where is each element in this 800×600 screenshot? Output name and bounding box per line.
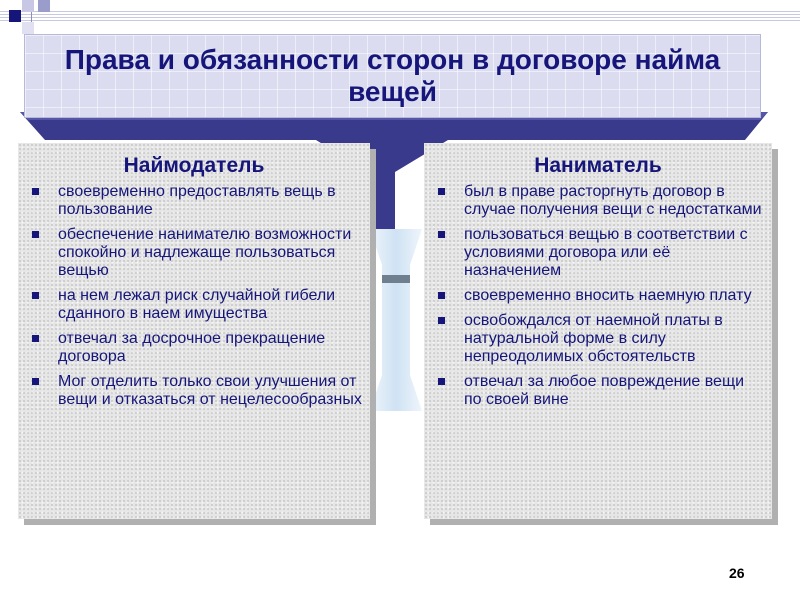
tenant-heading: Наниматель bbox=[534, 154, 662, 177]
title-banner bbox=[24, 34, 761, 118]
list-item: освобождался от наемной платы в натуральной форме в силу непреодолимых обстоятельств bbox=[438, 312, 764, 366]
square-bullet-icon bbox=[438, 188, 445, 195]
list-item: на нем лежал риск случайной гибели сданного в наем имущества bbox=[32, 287, 362, 323]
square-bullet-icon bbox=[32, 335, 39, 342]
list-item: пользоваться вещью в соответствии с условиями договора или её назначением bbox=[438, 226, 764, 280]
square-bullet-icon bbox=[32, 378, 39, 385]
landlord-heading: Наймодатель bbox=[123, 154, 265, 177]
landlord-panel bbox=[18, 143, 370, 519]
list-item: Мог отделить только свои улучшения от вещи и отказаться от нецелесообразных bbox=[32, 373, 362, 409]
page-number: 26 bbox=[729, 565, 745, 581]
list-item: своевременно вносить наемную плату bbox=[438, 287, 764, 305]
square-bullet-icon bbox=[32, 231, 39, 238]
center-connector-shape bbox=[368, 225, 424, 415]
square-bullet-icon bbox=[32, 292, 39, 299]
list-item: был в праве расторгнуть договор в случае получения вещи с недостатками bbox=[438, 183, 764, 219]
list-item: обеспечение нанимателю возможности спокойно и надлежаще пользоваться вещью bbox=[32, 226, 362, 280]
landlord-list bbox=[18, 183, 370, 409]
square-bullet-icon bbox=[438, 231, 445, 238]
list-item: отвечал за досрочное прекращение договора bbox=[32, 330, 362, 366]
tenant-panel bbox=[424, 143, 772, 519]
square-bullet-icon bbox=[438, 378, 445, 385]
square-bullet-icon bbox=[32, 188, 39, 195]
tenant-list bbox=[424, 183, 772, 409]
square-bullet-icon bbox=[438, 317, 445, 324]
list-item: отвечал за любое повреждение вещи по своей вине bbox=[438, 373, 764, 409]
slide-title: Права и обязанности сторон в договоре найма вещей bbox=[64, 44, 721, 107]
square-bullet-icon bbox=[438, 292, 445, 299]
list-item: своевременно предоставлять вещь в пользование bbox=[32, 183, 362, 219]
